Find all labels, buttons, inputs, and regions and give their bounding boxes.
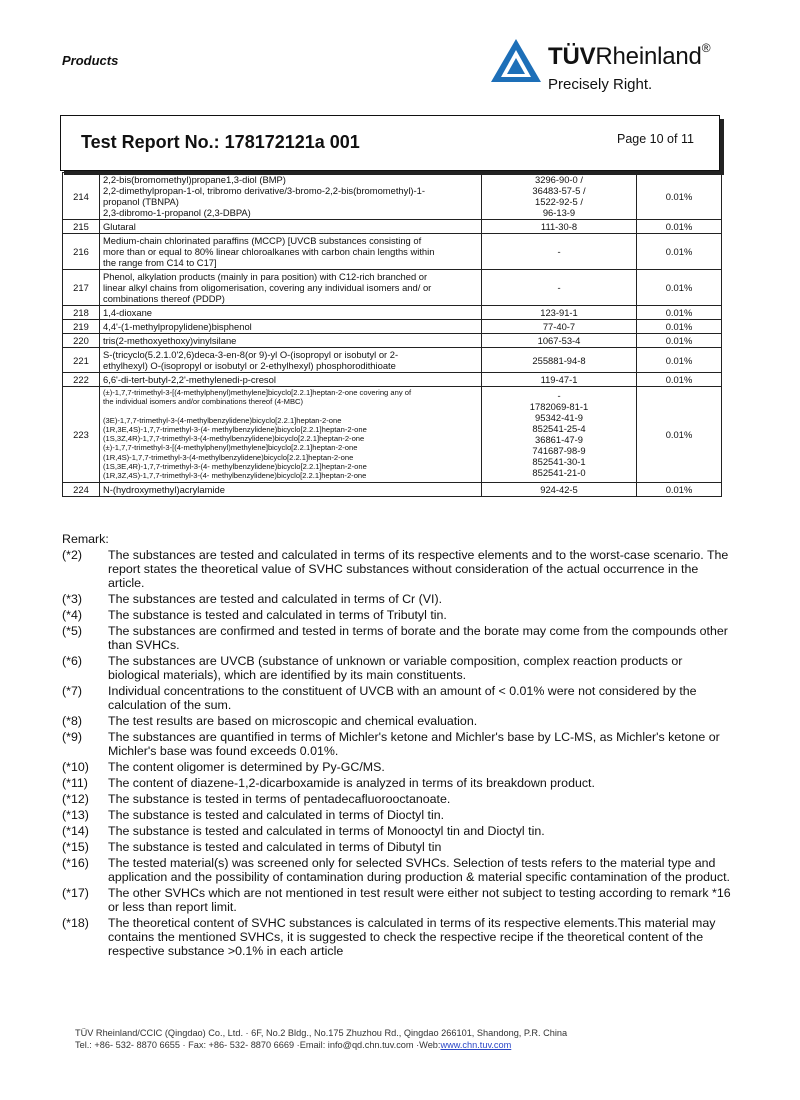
- row-number: 216: [63, 234, 100, 270]
- result-value: 0.01%: [637, 348, 722, 373]
- row-number: 218: [63, 306, 100, 320]
- remark-item: [62, 730, 732, 758]
- cas-number: [482, 220, 637, 234]
- remark-item: [62, 684, 732, 712]
- table-row: [63, 234, 722, 270]
- cas-number-line: 111-30-8: [540, 221, 578, 232]
- remark-text: The substance is tested and calculated in terms of Dibutyl tin: [108, 840, 442, 854]
- remark-text: The theoretical content of SVHC substances is calculated in terms of its respective elements.This material may contains the mentioned SVHCs, it is suggested to check the respective recipe if the theoretical content of the respective substance >0.1% in each article: [108, 916, 716, 958]
- cas-number-line: 1522-92-5 /: [535, 196, 583, 207]
- triangle-logo-icon: [490, 38, 542, 84]
- substance-name: [100, 306, 482, 320]
- substance-name-line: 2,2-bis(bromomethyl)propane1,3-diol (BMP): [103, 174, 286, 185]
- remark-text: The substance is tested in terms of pentadecafluorooctanoate.: [108, 792, 451, 806]
- remark-text: The content oligomer is determined by Py-GC/MS.: [108, 760, 385, 774]
- row-number: 219: [63, 320, 100, 334]
- cas-number-line: 852541-21-0: [532, 467, 586, 479]
- table-row: [63, 482, 722, 496]
- remark-code: (*6): [62, 654, 82, 668]
- tuv-logo: [490, 38, 740, 100]
- substance-name: [100, 334, 482, 348]
- substance-name-line: tris(2-methoxyethoxy)vinylsilane: [103, 335, 237, 346]
- section-label: Products: [62, 53, 119, 68]
- cas-number-line: -: [557, 390, 561, 402]
- substance-name-line: (±)-1,7,7-trimethyl-3-[(4-methylphenyl)methylene]bicyclo[2.2.1]heptan-2-one covering any of: [103, 388, 412, 397]
- row-number: 224: [63, 482, 100, 496]
- cas-number-line: 95342-41-9: [535, 412, 583, 424]
- result-value: 0.01%: [637, 482, 722, 496]
- result-value: 0.01%: [637, 173, 722, 220]
- substance-name-line: S-(tricyclo(5.2.1.0'2,6)deca-3-en-8(or 9)-yl O-(isopropyl or isobutyl or 2-: [103, 349, 399, 360]
- remark-item: [62, 808, 732, 822]
- remark-item: [62, 792, 732, 806]
- cas-number-line: 119-47-1: [540, 374, 578, 385]
- substance-name-line: ethylhexyl) O-(isopropyl or isobutyl or 2-ethylhexyl) phosphorodithioate: [103, 360, 396, 371]
- report-title: Test Report No.: 178172121a 001: [81, 132, 360, 152]
- cas-number-line: 1782069-81-1: [529, 401, 589, 413]
- result-value: 0.01%: [637, 306, 722, 320]
- table-row: [63, 334, 722, 348]
- remarks-title: Remark:: [62, 532, 109, 546]
- table-row: [63, 373, 722, 387]
- remark-text: The substances are quantified in terms of Michler's ketone and Michler's base by LC-MS, as Michler's ketone or Michler's base was found exceeds 0.01%.: [108, 730, 720, 758]
- cas-number: [482, 270, 637, 306]
- remark-text: The test results are based on microscopic and chemical evaluation.: [108, 714, 478, 728]
- result-value: 0.01%: [637, 320, 722, 334]
- remark-item: [62, 654, 732, 682]
- result-value: 0.01%: [637, 270, 722, 306]
- remark-code: (*3): [62, 592, 82, 606]
- remark-code: (*17): [62, 886, 89, 900]
- substance-name-line: combinations thereof (PDDP): [103, 293, 225, 304]
- result-value: 0.01%: [637, 234, 722, 270]
- substance-name: [100, 220, 482, 234]
- substance-name-line: the range from C14 to C17]: [103, 257, 217, 268]
- substance-name: [100, 270, 482, 306]
- remark-item: [62, 714, 732, 728]
- remark-code: (*10): [62, 760, 89, 774]
- cas-number-line: 36861-47-9: [535, 434, 583, 446]
- remark-text: The substance is tested and calculated in terms of Tributyl tin.: [108, 608, 447, 622]
- remark-text: The tested material(s) was screened only for selected SVHCs. Selection of tests refers to the material type and application and the possibility of contamination during production & material specific contamination of the product.: [108, 856, 730, 884]
- svhc-table: [62, 172, 722, 497]
- substance-name-line: 6,6'-di-tert-butyl-2,2'-methylenedi-p-cresol: [103, 374, 276, 385]
- remark-item: [62, 886, 732, 914]
- brand-tagline: Precisely Right.: [548, 76, 653, 93]
- remark-item: [62, 548, 732, 590]
- footer-web-link[interactable]: www.chn.tuv.com: [440, 1040, 512, 1050]
- substance-name-line: (3E)-1,7,7-trimethyl-3-(4-methylbenzylidene)bicyclo[2.2.1]heptan-2-one: [103, 415, 342, 425]
- substance-name-line: (1R,4S)-1,7,7-trimethyl-3-(4-methylbenzylidene)bicyclo[2.2.1]heptan-2-one: [103, 452, 354, 462]
- substance-name-line: (1R,3Z,4S)-1,7,7-trimethyl-3-(4- methylbenzylidene)bicyclo[2.2.1]heptan-2-one: [103, 471, 367, 481]
- cas-number: [482, 387, 637, 483]
- cas-number: [482, 234, 637, 270]
- remark-code: (*13): [62, 808, 89, 822]
- remark-code: (*9): [62, 730, 82, 744]
- substance-name-line: the individual isomers and/or combinations thereof (4-MBC): [103, 397, 304, 407]
- substance-name: [100, 482, 482, 496]
- cas-number-line: -: [557, 246, 561, 257]
- row-number: 223: [63, 387, 100, 483]
- footer-contact: Tel.: +86- 532- 8870 6655 · Fax: +86- 532- 8870 6669 ·Email: info@qd.chn.tuv.com ·Web:www.chn.tuv.com: [75, 1040, 512, 1050]
- substance-name-line: propanol (TBNPA): [103, 196, 179, 207]
- footer-address: TÜV Rheinland/CCIC (Qingdao) Co., Ltd. · 6F, No.2 Bldg., No.175 Zhuzhou Rd., Qingdao 266101, Shandong, P.R. China: [75, 1028, 568, 1038]
- substance-name-line: (1S,3E,4R)-1,7,7-trimethyl-3-(4- methylbenzylidene)bicyclo[2.2.1]heptan-2-one: [103, 462, 367, 472]
- cas-number-line: 123-91-1: [540, 307, 578, 318]
- cas-number-line: -: [557, 282, 561, 293]
- substance-name-line: 1,4-dioxane: [103, 307, 152, 318]
- row-number: 215: [63, 220, 100, 234]
- table-row: [63, 306, 722, 320]
- substance-name: [100, 348, 482, 373]
- row-number: 220: [63, 334, 100, 348]
- report-header-box: [60, 115, 720, 171]
- remark-item: [62, 592, 732, 606]
- result-value: 0.01%: [637, 387, 722, 483]
- remark-text: The content of diazene-1,2-dicarboxamide is analyzed in terms of its breakdown product.: [108, 776, 595, 790]
- remark-text: The substances are tested and calculated in terms of its respective elements and to the worst-case scenario. The report states the theoretical value of SVHC substances without consideration of the actual occurrence in the article.: [108, 548, 729, 590]
- cas-number: [482, 373, 637, 387]
- remark-text: The substances are tested and calculated in terms of Cr (VI).: [108, 592, 443, 606]
- remark-code: (*11): [62, 776, 88, 790]
- substance-name-line: (1R,3E,4S)-1,7,7-trimethyl-3-(4- methylbenzylidene)bicyclo[2.2.1]heptan-2-one: [103, 424, 367, 434]
- remark-item: [62, 916, 732, 958]
- remark-item: [62, 776, 732, 790]
- cas-number-line: 36483-57-5 /: [532, 185, 586, 196]
- row-number: 222: [63, 373, 100, 387]
- substance-name-line: 2,3-dibromo-1-propanol (2,3-DBPA): [103, 207, 251, 218]
- table-row: [63, 320, 722, 334]
- svhc-table-body: [63, 173, 722, 497]
- substance-name-line: N-(hydroxymethyl)acrylamide: [103, 483, 225, 495]
- remark-item: [62, 824, 732, 838]
- substance-name-line: Phenol, alkylation products (mainly in para position) with C12-rich branched or: [103, 271, 428, 282]
- cas-number-line: 77-40-7: [542, 321, 576, 332]
- substance-name-line: 4,4'-(1-methylpropylidene)bisphenol: [103, 321, 252, 332]
- remark-text: The substances are confirmed and tested in terms of borate and the borate may come from the compounds other than SVHCs.: [108, 624, 728, 652]
- substance-name: [100, 320, 482, 334]
- cas-number-line: 3296-90-0 /: [535, 174, 583, 185]
- substance-name-line: Medium-chain chlorinated paraffins (MCCP) [UVCB substances consisting of: [103, 235, 422, 246]
- remark-text: The substance is tested and calculated in terms of Dioctyl tin.: [108, 808, 445, 822]
- remark-text: The substances are UVCB (substance of unknown or variable composition, complex reaction products or biological materials), which are identified by its main constituents.: [108, 654, 683, 682]
- remark-code: (*2): [62, 548, 82, 562]
- result-value: 0.01%: [637, 220, 722, 234]
- substance-name-line: (1S,3Z,4R)-1,7,7-trimethyl-3-(4-methylbenzylidene)bicyclo[2.2.1]heptan-2-one: [103, 434, 365, 444]
- remark-code: (*8): [62, 714, 82, 728]
- page-footer: [75, 1027, 715, 1051]
- cas-number: [482, 348, 637, 373]
- substance-name-line: (±)-1,7,7-trimethyl-3-[(4-methylphenyl)methylene]bicyclo[2.2.1]heptan-2-one: [103, 443, 358, 453]
- remark-code: (*14): [62, 824, 89, 838]
- remark-text: Individual concentrations to the constituent of UVCB with an amount of < 0.01% were not considered by the calculation of the sum.: [108, 684, 697, 712]
- cas-number-line: 852541-25-4: [532, 423, 586, 435]
- result-value: 0.01%: [637, 373, 722, 387]
- cas-number: [482, 306, 637, 320]
- cas-number: [482, 173, 637, 220]
- remark-code: (*4): [62, 608, 82, 622]
- table-row: [63, 220, 722, 234]
- table-row: [63, 387, 722, 483]
- remark-item: [62, 624, 732, 652]
- table-row: [63, 348, 722, 373]
- cas-number-line: 741687-98-9: [532, 445, 586, 457]
- substance-name: [100, 173, 482, 220]
- remark-code: (*15): [62, 840, 89, 854]
- cas-number: [482, 320, 637, 334]
- page-number: Page 10 of 11: [617, 132, 694, 146]
- row-number: 214: [63, 173, 100, 220]
- remark-item: [62, 856, 732, 884]
- result-value: 0.01%: [637, 334, 722, 348]
- remarks-list: [62, 548, 732, 958]
- row-number: 221: [63, 348, 100, 373]
- table-row: [63, 270, 722, 306]
- substance-name: [100, 373, 482, 387]
- remark-text: The substance is tested and calculated in terms of Monooctyl tin and Dioctyl tin.: [108, 824, 545, 838]
- row-number: 217: [63, 270, 100, 306]
- substance-name-line: more than or equal to 80% linear chloroalkanes with carbon chain lengths within: [103, 246, 435, 257]
- remarks-section: [62, 532, 732, 960]
- remark-code: (*5): [62, 624, 82, 638]
- remark-text: The other SVHCs which are not mentioned in test result were either not subject to testing according to remark *16 or less than report limit.: [108, 886, 731, 914]
- remark-item: [62, 760, 732, 774]
- cas-number: [482, 334, 637, 348]
- cas-number-line: 96-13-9: [542, 207, 576, 218]
- remark-item: [62, 608, 732, 622]
- remark-item: [62, 840, 732, 854]
- remark-code: (*18): [62, 916, 89, 930]
- remark-code: (*12): [62, 792, 89, 806]
- cas-number-line: 1067-53-4: [537, 335, 581, 346]
- substance-name-line: linear alkyl chains from oligomerisation, covering any individual isomers and/ or: [103, 282, 432, 293]
- cas-number-line: 852541-30-1: [532, 456, 586, 468]
- substance-name-line: Glutaral: [103, 221, 136, 232]
- substance-name-line: 2,2-dimethylpropan-1-ol, tribromo derivative/3-bromo-2,2-bis(bromomethyl)-1-: [103, 185, 425, 196]
- cas-number-line: 255881-94-8: [532, 354, 586, 366]
- cas-number-line: 924-42-5: [540, 483, 578, 495]
- brand-name: TÜVRheinland®: [548, 41, 711, 70]
- remark-code: (*7): [62, 684, 82, 698]
- table-row: [63, 173, 722, 220]
- substance-name: [100, 234, 482, 270]
- substance-name: [100, 387, 482, 483]
- remark-code: (*16): [62, 856, 89, 870]
- cas-number: [482, 482, 637, 496]
